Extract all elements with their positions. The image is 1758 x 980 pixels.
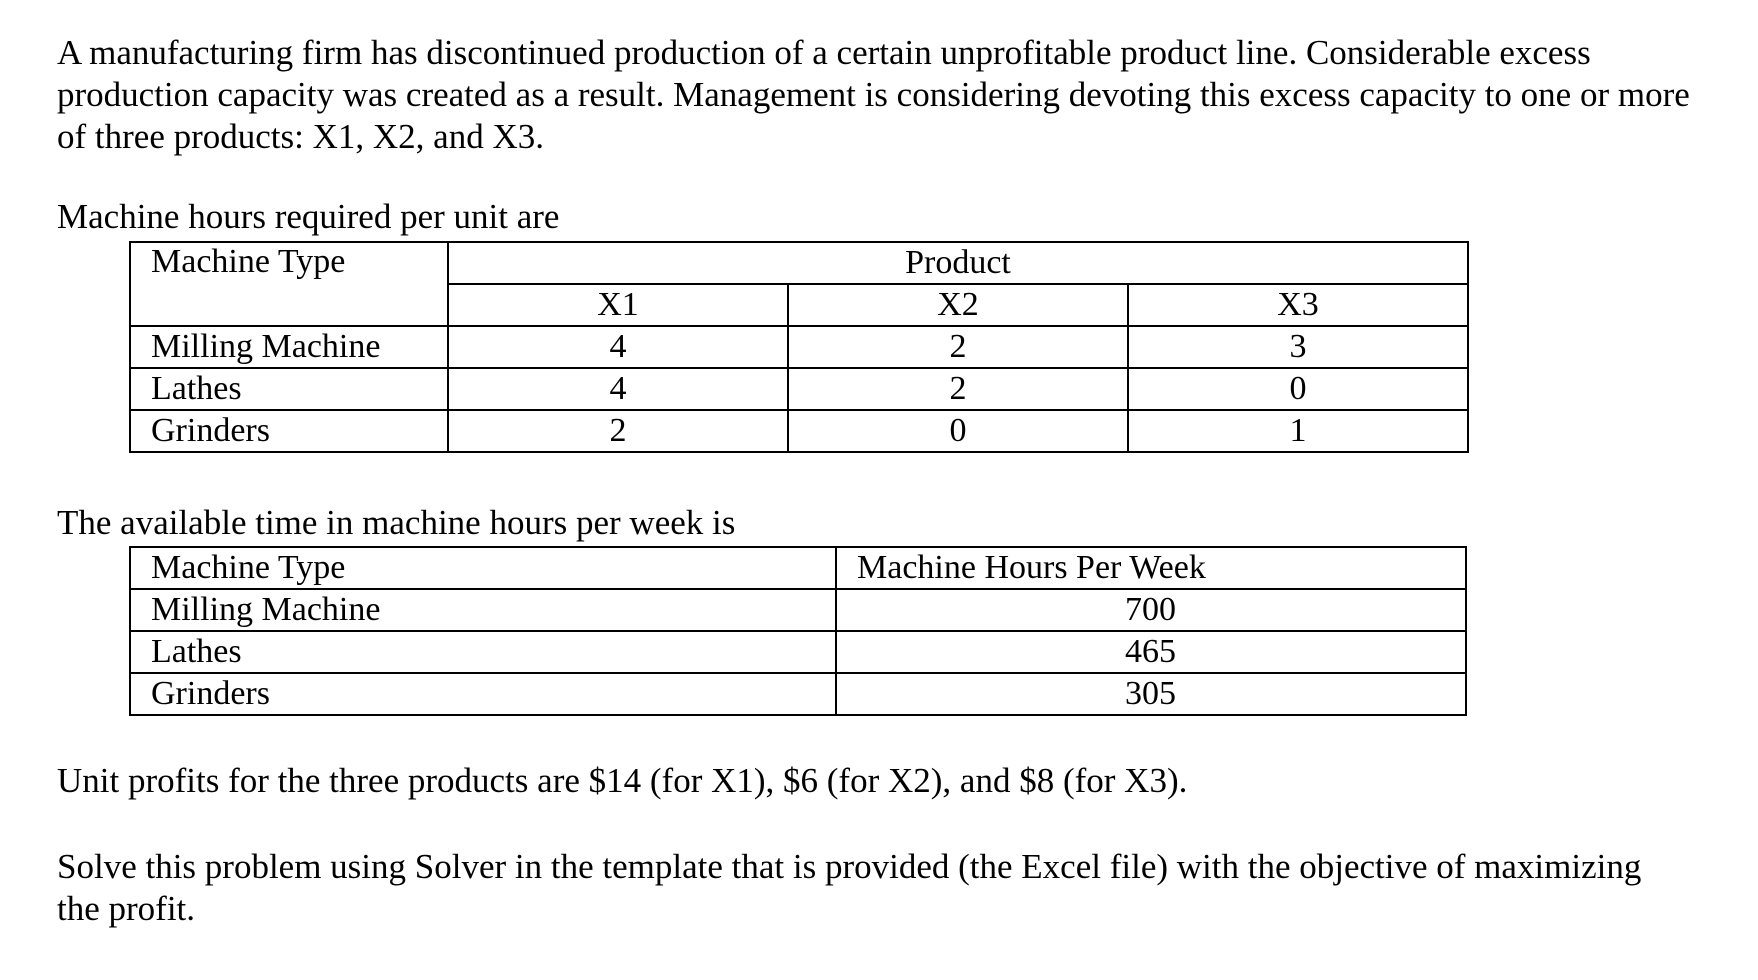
hours-cell: 2 xyxy=(788,368,1128,410)
intro-paragraph: A manufacturing firm has discontinued production of a certain unprofitable product line. Considerable excess production capacity was created as a result. Management is considering devoting this excess capacity to one or more of three products: X1, X2, and X3. xyxy=(57,33,1690,156)
product-header: Product xyxy=(448,242,1468,284)
hours-cell: 2 xyxy=(448,410,788,452)
table2-caption: The available time in machine hours per week is xyxy=(57,503,736,542)
table-row xyxy=(130,673,1466,715)
table-subheader-row xyxy=(130,284,1468,326)
product-x2-header: X2 xyxy=(788,284,1128,326)
hours-cell: 0 xyxy=(1128,368,1468,410)
table1-caption: Machine hours required per unit are xyxy=(57,197,560,236)
hours-cell: 4 xyxy=(448,368,788,410)
machine-label: Lathes xyxy=(130,368,448,410)
hours-cell: 1 xyxy=(1128,410,1468,452)
table-header-row xyxy=(130,242,1468,284)
hours-cell: 0 xyxy=(788,410,1128,452)
available-hours-cell: 465 xyxy=(836,631,1466,673)
table-row xyxy=(130,326,1468,368)
blank-cell xyxy=(130,284,448,326)
machine-label: Milling Machine xyxy=(130,589,836,631)
machine-label: Grinders xyxy=(130,410,448,452)
table-row xyxy=(130,631,1466,673)
table-row xyxy=(130,410,1468,452)
product-x1-header: X1 xyxy=(448,284,788,326)
machine-hours-per-week-header: Machine Hours Per Week xyxy=(836,547,1466,589)
task-paragraph: Solve this problem using Solver in the template that is provided (the Excel file) with the objective of maximizing the profit. xyxy=(57,847,1642,928)
machine-type-header: Machine Type xyxy=(130,242,448,284)
unit-profits-paragraph: Unit profits for the three products are $14 (for X1), $6 (for X2), and $8 (for X3). xyxy=(57,761,1188,800)
available-hours-cell: 700 xyxy=(836,589,1466,631)
machine-label: Milling Machine xyxy=(130,326,448,368)
table-header-row xyxy=(130,547,1466,589)
machine-type-header: Machine Type xyxy=(130,547,836,589)
machine-label: Grinders xyxy=(130,673,836,715)
table-row xyxy=(130,368,1468,410)
available-hours-table xyxy=(129,546,1467,716)
machine-label: Lathes xyxy=(130,631,836,673)
machine-hours-required-table xyxy=(129,241,1469,453)
hours-cell: 3 xyxy=(1128,326,1468,368)
hours-cell: 4 xyxy=(448,326,788,368)
table-row xyxy=(130,589,1466,631)
product-x3-header: X3 xyxy=(1128,284,1468,326)
hours-cell: 2 xyxy=(788,326,1128,368)
available-hours-cell: 305 xyxy=(836,673,1466,715)
